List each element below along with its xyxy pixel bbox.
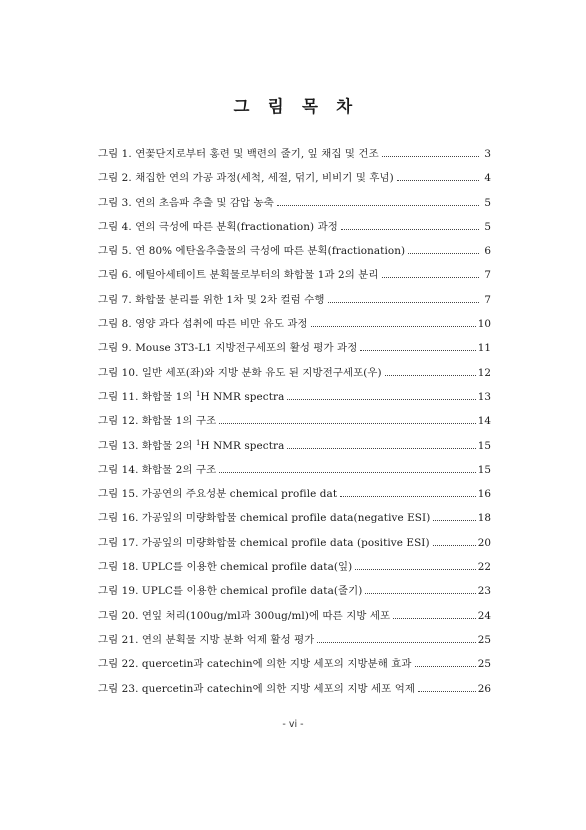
dot-leader bbox=[287, 398, 475, 400]
toc-entry-page: 22 bbox=[477, 561, 491, 574]
dot-leader bbox=[382, 276, 479, 278]
toc-entry bbox=[98, 242, 491, 266]
dot-leader bbox=[433, 519, 475, 521]
superscript: 1 bbox=[195, 389, 201, 398]
dot-leader bbox=[341, 228, 479, 230]
toc-entry bbox=[98, 364, 491, 388]
toc-entry-label: 그림 6. 에틸아세테이트 분획물로부터의 화합물 1과 2의 분리 bbox=[98, 269, 379, 282]
dot-leader bbox=[287, 447, 475, 449]
toc-entry bbox=[98, 266, 491, 290]
toc-entry-label: 그림 4. 연의 극성에 따른 분획(fractionation) 과정 bbox=[98, 220, 338, 233]
superscript: 1 bbox=[195, 438, 201, 447]
toc-entry-label-suffix: H NMR spectra bbox=[200, 439, 285, 452]
toc-entry-page: 15 bbox=[477, 463, 491, 476]
dot-leader bbox=[433, 544, 476, 546]
toc-entry-label: 그림 10. 일반 세포(좌)와 지방 분화 유도 된 지방전구세포(우) bbox=[98, 366, 382, 379]
toc-entry bbox=[98, 412, 491, 436]
toc-entry bbox=[98, 558, 491, 582]
dot-leader bbox=[418, 690, 476, 692]
dot-leader bbox=[360, 349, 475, 351]
dot-leader bbox=[328, 301, 480, 303]
toc-entry-page: 20 bbox=[477, 536, 491, 549]
toc-entry-page: 7 bbox=[484, 269, 491, 282]
toc-entry-page: 11 bbox=[477, 342, 491, 355]
toc-entry-label: 그림 8. 영양 과다 섭취에 따른 비만 유도 과정 bbox=[98, 318, 308, 331]
figure-list bbox=[98, 145, 491, 704]
toc-entry bbox=[98, 631, 491, 655]
toc-entry-page: 16 bbox=[477, 488, 491, 501]
toc-entry-page: 25 bbox=[477, 633, 491, 646]
dot-leader bbox=[382, 155, 479, 157]
toc-entry bbox=[98, 485, 491, 509]
toc-entry-label: 그림 1. 연꽃단지로부터 홍련 및 백련의 줄기, 잎 채집 및 건조 bbox=[98, 148, 379, 160]
toc-entry-page: 12 bbox=[477, 366, 491, 379]
toc-entry-label: 그림 12. 화합물 1의 구조 bbox=[98, 415, 217, 428]
toc-entry bbox=[98, 461, 491, 485]
toc-entry-label-prefix: 그림 11. 화합물 1의 bbox=[98, 390, 196, 403]
toc-entry-label-prefix: 그림 13. 화합물 2의 bbox=[98, 439, 196, 452]
toc-entry-page: 18 bbox=[477, 512, 491, 525]
toc-entry-label: 그림 16. 가공잎의 미량화합물 chemical profile data(negative ESI) bbox=[98, 512, 431, 525]
toc-entry-label: 그림 22. quercetin과 catechin에 의한 지방 세포의 지방분해 효과 bbox=[98, 658, 412, 671]
dot-leader bbox=[219, 422, 476, 424]
toc-entry-page: 3 bbox=[484, 148, 491, 160]
dot-leader bbox=[317, 641, 475, 643]
toc-entry-page: 26 bbox=[477, 682, 491, 695]
toc-entry-label: 그림 15. 가공연의 주요성분 chemical profile dat bbox=[98, 488, 338, 501]
toc-entry-page: 4 bbox=[484, 172, 491, 185]
dot-leader bbox=[415, 665, 476, 667]
dot-leader bbox=[340, 495, 476, 497]
toc-entry bbox=[98, 291, 491, 315]
toc-entry-label: 그림 20. 연잎 처리(100ug/ml과 300ug/ml)에 따른 지방 세포 bbox=[98, 609, 391, 622]
dot-leader bbox=[311, 325, 476, 327]
dot-leader bbox=[385, 374, 476, 376]
toc-entry-label: 그림 19. UPLC를 이용한 chemical profile data(줄기) bbox=[98, 585, 363, 598]
dot-leader bbox=[393, 617, 476, 619]
toc-entry bbox=[98, 534, 491, 558]
dot-leader bbox=[365, 592, 475, 594]
toc-entry-label: 그림 21. 연의 분획물 지방 분화 억제 활성 평가 bbox=[98, 633, 315, 646]
toc-entry-page: 15 bbox=[477, 439, 491, 452]
toc-entry-label: 그림 5. 연 80% 에탄올추출물의 극성에 따른 분획(fractionation) bbox=[98, 245, 406, 258]
toc-entry bbox=[98, 169, 491, 193]
dot-leader bbox=[355, 568, 475, 570]
toc-entry-label: 그림 7. 화합물 분리를 위한 1차 및 2차 컬럼 수행 bbox=[98, 293, 325, 306]
toc-entry-label: 그림 23. quercetin과 catechin에 의한 지방 세포의 지방 세포 억제 bbox=[98, 682, 415, 695]
toc-entry-page: 25 bbox=[477, 658, 491, 671]
toc-entry-page: 13 bbox=[477, 390, 491, 403]
toc-entry-label: 그림 3. 연의 초음파 추출 및 감압 농축 bbox=[98, 196, 274, 209]
dot-leader bbox=[219, 471, 476, 473]
toc-entry bbox=[98, 218, 491, 242]
toc-entry bbox=[98, 339, 491, 363]
toc-entry bbox=[98, 315, 491, 339]
page-number-footer: - vi - bbox=[282, 719, 304, 730]
toc-entry bbox=[98, 194, 491, 218]
toc-entry-page: 24 bbox=[477, 609, 491, 622]
toc-entry-page: 23 bbox=[477, 585, 491, 598]
toc-entry-label-suffix: H NMR spectra bbox=[200, 390, 285, 403]
toc-entry bbox=[98, 680, 491, 704]
dot-leader bbox=[277, 204, 479, 206]
toc-entry-page: 7 bbox=[484, 293, 491, 306]
toc-entry bbox=[98, 145, 491, 169]
toc-entry-label bbox=[98, 437, 284, 452]
dot-leader bbox=[397, 179, 479, 181]
toc-entry bbox=[98, 655, 491, 679]
toc-entry bbox=[98, 582, 491, 606]
toc-entry bbox=[98, 509, 491, 533]
toc-entry bbox=[98, 607, 491, 631]
toc-entry-page: 14 bbox=[477, 415, 491, 428]
toc-entry bbox=[98, 437, 491, 461]
toc-entry-label: 그림 18. UPLC를 이용한 chemical profile data(잎) bbox=[98, 561, 353, 574]
toc-entry-page: 5 bbox=[484, 220, 491, 233]
toc-entry-label: 그림 14. 화합물 2의 구조 bbox=[98, 463, 217, 476]
toc-entry-label bbox=[98, 388, 284, 403]
toc-entry-page: 10 bbox=[477, 318, 491, 331]
toc-entry-page: 5 bbox=[484, 196, 491, 209]
dot-leader bbox=[408, 252, 479, 254]
toc-entry-page: 6 bbox=[484, 245, 491, 258]
toc-entry bbox=[98, 388, 491, 412]
page-title: 그 림 목 차 bbox=[233, 97, 353, 116]
toc-entry-label: 그림 9. Mouse 3T3-L1 지방전구세포의 활성 평가 과정 bbox=[98, 342, 358, 355]
toc-entry-label: 그림 17. 가공잎의 미량화합물 chemical profile data (positive ESI) bbox=[98, 536, 430, 549]
toc-entry-label: 그림 2. 채집한 연의 가공 과정(세척, 세절, 덖기, 비비기 및 후넘) bbox=[98, 172, 394, 185]
